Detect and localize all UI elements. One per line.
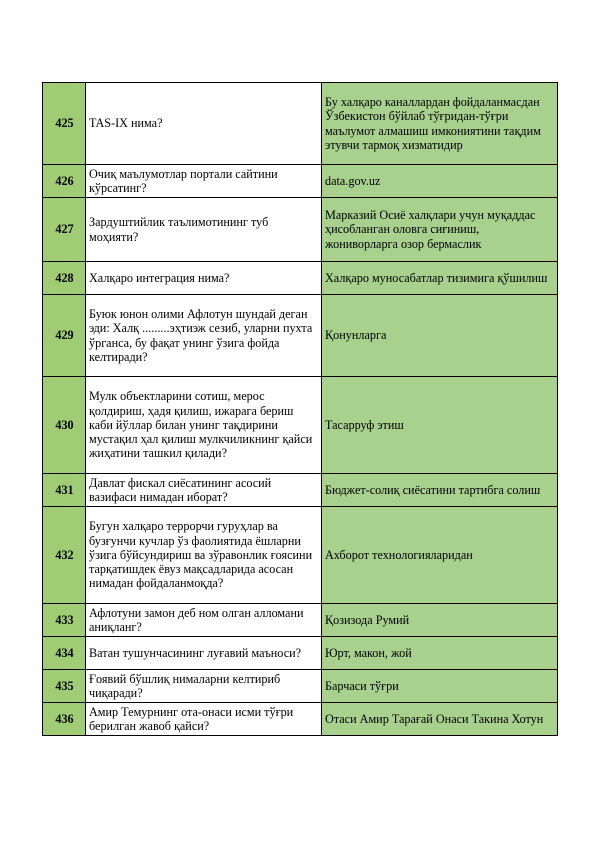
- question-number: 426: [43, 165, 86, 198]
- answer-text: data.gov.uz: [322, 165, 558, 198]
- table-row: [43, 703, 558, 736]
- question-number: 434: [43, 637, 86, 670]
- question-text: TAS-IX нима?: [86, 83, 322, 165]
- question-number: 436: [43, 703, 86, 736]
- question-text: Амир Темурнинг ота-онаси исми тўғри берилган жавоб қайси?: [86, 703, 322, 736]
- answer-text: Бу халқаро каналлардан фойдаланмасдан Ўзбекистон бўйлаб тўғридан-тўғри маълумот алмашиш имкониятини тақдим этувчи тармоқ хизматидир: [322, 83, 558, 165]
- question-text: Афлотуни замон деб ном олган алломани аниқланг?: [86, 604, 322, 637]
- answer-text: Бюджет-солиқ сиёсатини тартибга солиш: [322, 474, 558, 507]
- table-row: [43, 262, 558, 295]
- answer-text: Қонунларга: [322, 295, 558, 377]
- question-number: 425: [43, 83, 86, 165]
- question-number: 431: [43, 474, 86, 507]
- answer-text: Тасарруф этиш: [322, 377, 558, 474]
- question-number: 432: [43, 507, 86, 604]
- table-row: [43, 604, 558, 637]
- question-number: 433: [43, 604, 86, 637]
- table-row: [43, 165, 558, 198]
- question-text: Халқаро интеграция нима?: [86, 262, 322, 295]
- question-text: Буюк юнон олими Афлотун шундай деган эди: Халқ .........эҳтиэж сезиб, уларни пухта ўрганса, бу фақат унинг ўзига фойда келтиради?: [86, 295, 322, 377]
- table-row: [43, 670, 558, 703]
- answer-text: Халқаро муносабатлар тизимига қўшилиш: [322, 262, 558, 295]
- question-text: Зардуштийлик таълимотининг туб моҳияти?: [86, 198, 322, 262]
- question-text: Очиқ маълумотлар портали сайтини кўрсатинг?: [86, 165, 322, 198]
- question-text: Ватан тушунчасининг луғавий маъноси?: [86, 637, 322, 670]
- question-number: 427: [43, 198, 86, 262]
- table-row: [43, 83, 558, 165]
- question-number: 428: [43, 262, 86, 295]
- question-text: Мулк объектларини сотиш, мерос қолдириш, ҳадя қилиш, ижарага бериш каби йўллар билан унинг тақдирини мустақил ҳал қилиш мулкчиликнинг қайси жиҳатини ташкил қилади?: [86, 377, 322, 474]
- question-number: 435: [43, 670, 86, 703]
- question-text: Ғоявий бўшлиқ нималарни келтириб чиқаради?: [86, 670, 322, 703]
- answer-text: Марказий Осиё халқлари учун муқаддас ҳисобланган оловга сиғиниш, жониворларга озор бермаслик: [322, 198, 558, 262]
- qa-table: [42, 82, 558, 736]
- question-number: 429: [43, 295, 86, 377]
- answer-text: Отаси Амир Тарағай Онаси Такина Хотун: [322, 703, 558, 736]
- answer-text: Барчаси тўғри: [322, 670, 558, 703]
- table-row: [43, 637, 558, 670]
- answer-text: Юрт, макон, жой: [322, 637, 558, 670]
- answer-text: Ахборот технологияларидан: [322, 507, 558, 604]
- question-text: Бугун халқаро террорчи гуруҳлар ва бузғунчи кучлар ўз фаолиятида ёшларни ўзига бўйсундириш ва зўравонлик ғоясини тарқатишдек ёвуз мақсадларида асосан нимадан фойдаланмоқда?: [86, 507, 322, 604]
- answer-text: Қозизода Румий: [322, 604, 558, 637]
- question-number: 430: [43, 377, 86, 474]
- table-row: [43, 474, 558, 507]
- table-row: [43, 198, 558, 262]
- table-row: [43, 295, 558, 377]
- question-text: Давлат фискал сиёсатининг асосий вазифаси нимадан иборат?: [86, 474, 322, 507]
- table-row: [43, 377, 558, 474]
- table-row: [43, 507, 558, 604]
